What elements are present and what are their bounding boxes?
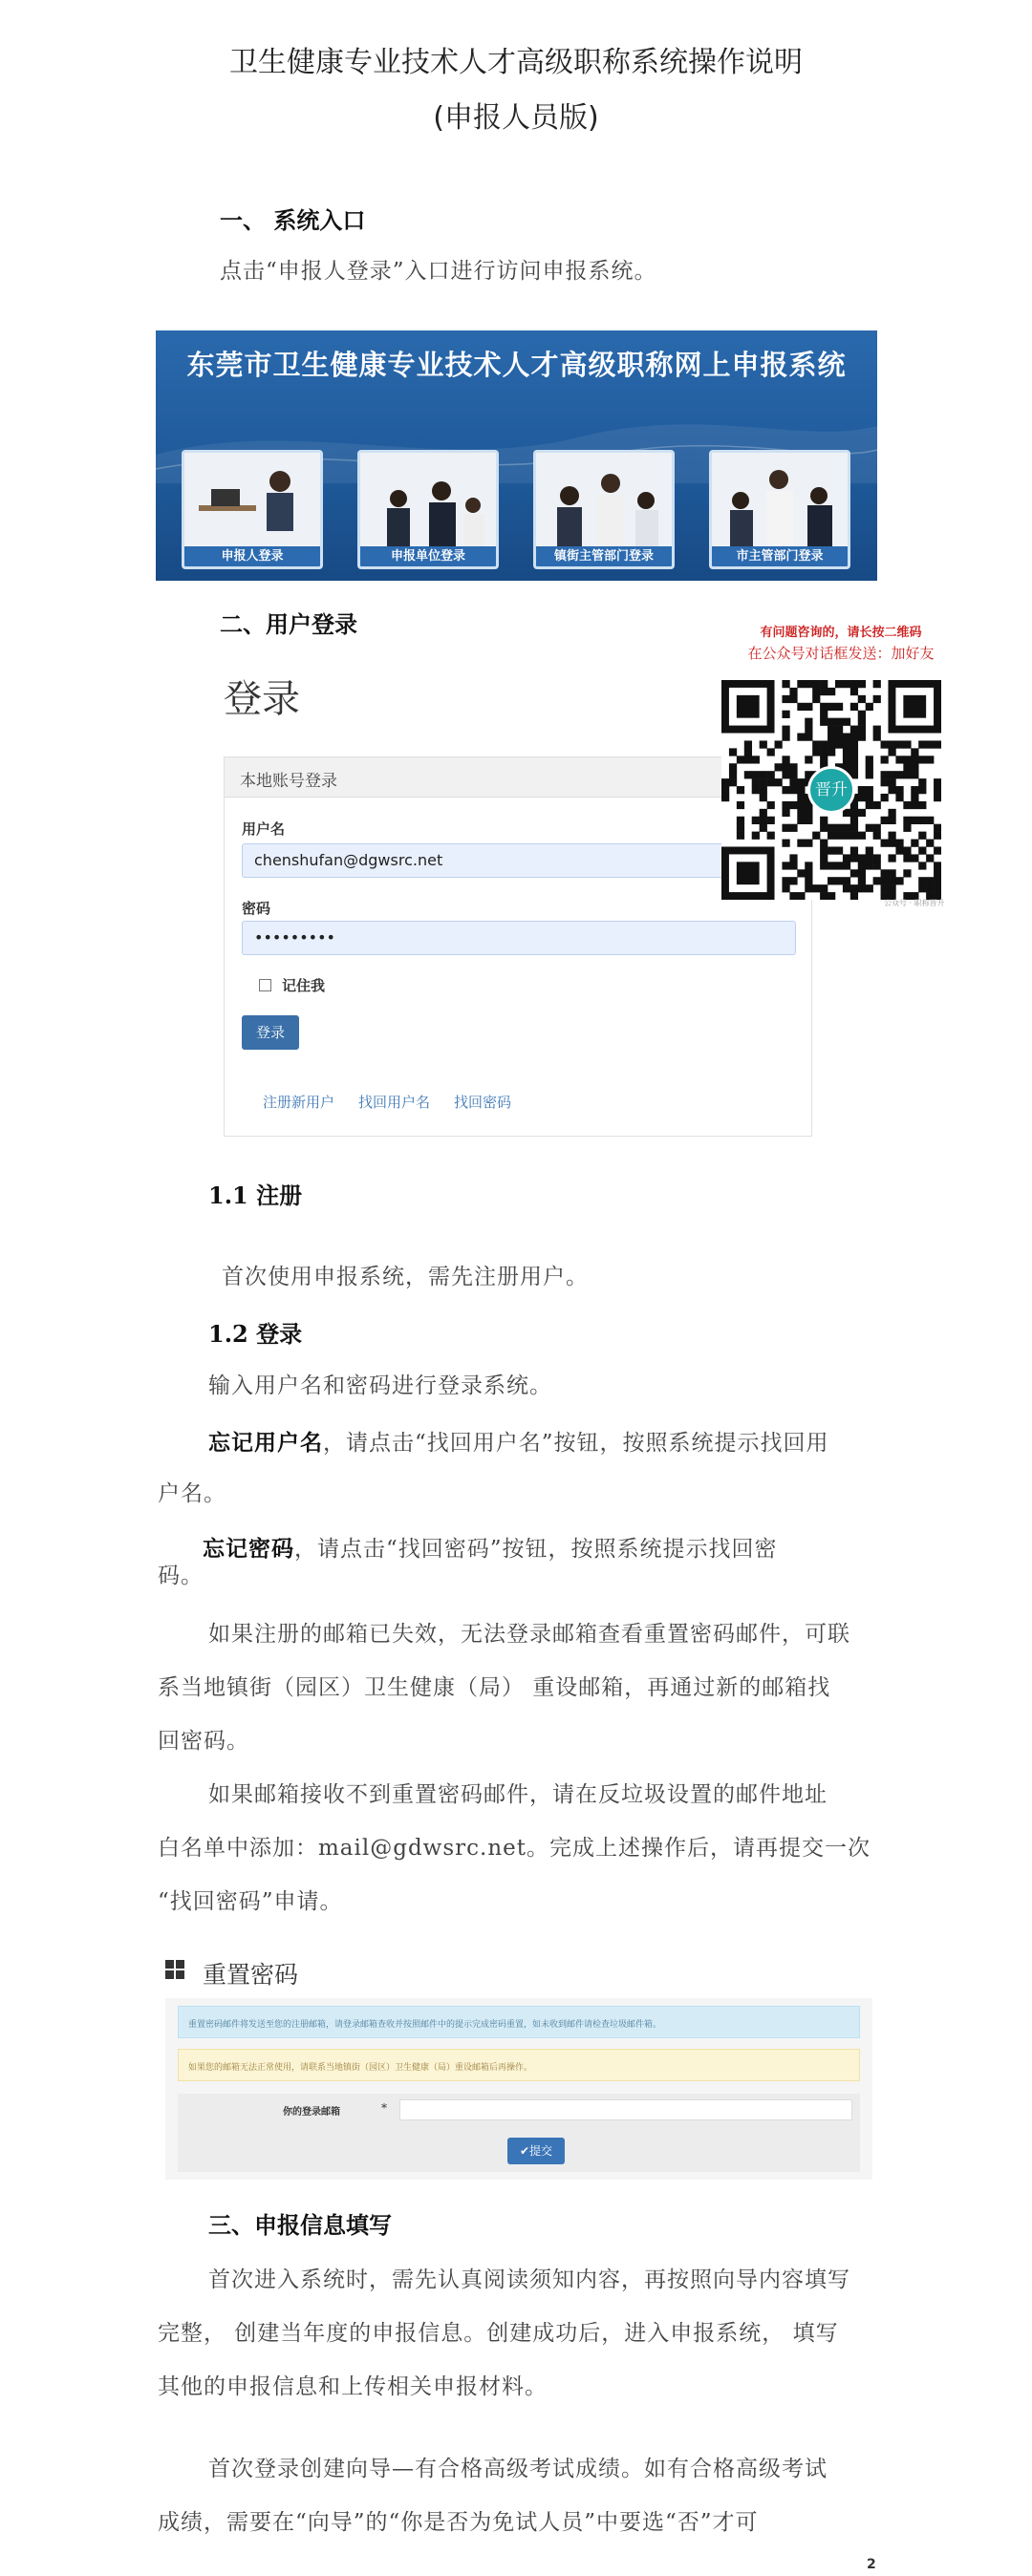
city-dept-photo — [712, 453, 848, 546]
card-label: 镇街主管部门登录 — [536, 546, 672, 566]
password-label: 密码 — [242, 900, 271, 917]
reset-password-title: 重置密码 — [203, 1961, 299, 1989]
email-invalid-line3: 回密码。 — [158, 1729, 249, 1754]
login-text: 输入用户名和密码进行登录系统。 — [208, 1373, 552, 1398]
grid-icon — [165, 1960, 184, 1979]
login-card-applicant[interactable] — [182, 450, 323, 569]
username-label: 用户名 — [242, 820, 286, 838]
s3-line1: 首次进入系统时，需先认真阅读须知内容，再按照向导内容填写 — [208, 2267, 850, 2292]
password-input[interactable]: ••••••••• — [242, 921, 796, 955]
qr-center-logo: 晋升 — [807, 766, 855, 814]
card-label: 市主管部门登录 — [712, 546, 848, 566]
spam-line3: “找回密码”申请。 — [158, 1889, 343, 1914]
card-label: 申报人登录 — [184, 546, 320, 566]
card-label: 申报单位登录 — [360, 546, 496, 566]
login-panel-header: 本地账号登录 — [225, 757, 811, 798]
warning-alert: 如果您的邮箱无法正常使用，请联系当地镇街（园区）卫生健康（局）重设邮箱后再操作。 — [178, 2049, 860, 2081]
system-banner — [156, 330, 877, 581]
section3-heading: 三、申报信息填写 — [208, 2211, 392, 2239]
email-form-row — [178, 2094, 860, 2172]
forgot-username-para — [208, 1425, 829, 1457]
remember-me-checkbox[interactable] — [259, 979, 271, 991]
forgot-username-cont: 户名。 — [158, 1481, 226, 1506]
email-label: 你的登录邮箱 — [283, 2107, 340, 2118]
forgot-username-bold: 忘记用户名 — [208, 1430, 323, 1456]
town-dept-photo — [536, 453, 672, 546]
register-link[interactable]: 注册新用户 — [263, 1094, 335, 1111]
email-input[interactable] — [399, 2099, 852, 2120]
login-title: 登录 — [224, 677, 300, 721]
banner-title: 东莞市卫生健康专业技术人才高级职称网上申报系统 — [186, 349, 847, 381]
email-invalid-line1: 如果注册的邮箱已失效，无法登录邮箱查看重置密码邮件，可联 — [208, 1622, 850, 1647]
info-alert: 重置密码邮件将发送至您的注册邮箱，请登录邮箱查收并按照邮件中的提示完成密码重置，如未收到邮件请检查垃圾邮件箱。 — [178, 2006, 860, 2038]
login-card-town-dept[interactable] — [533, 450, 675, 569]
username-input[interactable]: chenshufan@dgwsrc.net — [242, 843, 796, 878]
login-card-city-dept[interactable] — [709, 450, 850, 569]
spam-line2: 白名单中添加：mail@gdwsrc.net。完成上述操作后，请再提交一次 — [158, 1836, 871, 1861]
section1-heading: 一、 系统入口 — [220, 206, 366, 234]
section1-text: 点击“申报人登录”入口进行访问申报系统。 — [220, 259, 657, 284]
qr-code[interactable] — [721, 680, 941, 900]
s3-line4: 首次登录创建向导—有合格高级考试成绩。如有合格高级考试 — [208, 2457, 828, 2481]
forgot-password-bold: 忘记密码 — [203, 1536, 294, 1562]
reset-password-panel — [165, 1998, 872, 2180]
register-text: 首次使用申报系统，需先注册用户。 — [222, 1265, 589, 1289]
email-invalid-line2: 系当地镇街（园区）卫生健康（局） 重设邮箱，再通过新的邮箱找 — [158, 1675, 831, 1700]
submit-button[interactable]: ✔提交 — [507, 2138, 565, 2164]
forgot-password-para — [203, 1531, 778, 1563]
document-subtitle: (申报人员版) — [433, 101, 599, 135]
qr-note-line1: 有问题咨询的，请长按二维码 — [760, 626, 922, 640]
s3-line3: 其他的申报信息和上传相关申报材料。 — [158, 2374, 548, 2399]
login-card-unit[interactable] — [357, 450, 499, 569]
spam-line1: 如果邮箱接收不到重置密码邮件，请在反垃圾设置的邮件地址 — [208, 1782, 828, 1807]
sub-heading-login: 1.2 登录 — [208, 1320, 303, 1348]
page-number: 2 — [867, 2557, 876, 2572]
section2-heading: 二、用户登录 — [220, 610, 357, 638]
remember-me-label: 记住我 — [282, 977, 326, 994]
login-button[interactable]: 登录 — [242, 1015, 299, 1050]
sub-heading-register: 1.1 注册 — [208, 1182, 303, 1209]
s3-line2: 完整， 创建当年度的申报信息。创建成功后，进入申报系统， 填写 — [158, 2321, 839, 2346]
document-title: 卫生健康专业技术人才高级职称系统操作说明 — [229, 46, 803, 79]
s3-line5: 成绩，需要在“向导”的“你是否为免试人员”中要选“否”才可 — [158, 2510, 759, 2535]
qr-footer: 公众号 · 职称晋升 — [884, 899, 945, 907]
find-password-link[interactable]: 找回密码 — [454, 1094, 512, 1111]
applicant-photo — [184, 453, 320, 546]
required-mark: * — [381, 2101, 387, 2115]
forgot-password-text: ，请点击“找回密码”按钮，按照系统提示找回密 — [294, 1537, 778, 1562]
forgot-password-cont: 码。 — [158, 1564, 204, 1588]
forgot-username-text: ，请点击“找回用户名”按钮，按照系统提示找回用 — [323, 1431, 829, 1456]
find-username-link[interactable]: 找回用户名 — [358, 1094, 431, 1111]
unit-photo — [360, 453, 496, 546]
qr-note-line2: 在公众号对话框发送：加好友 — [747, 645, 935, 662]
